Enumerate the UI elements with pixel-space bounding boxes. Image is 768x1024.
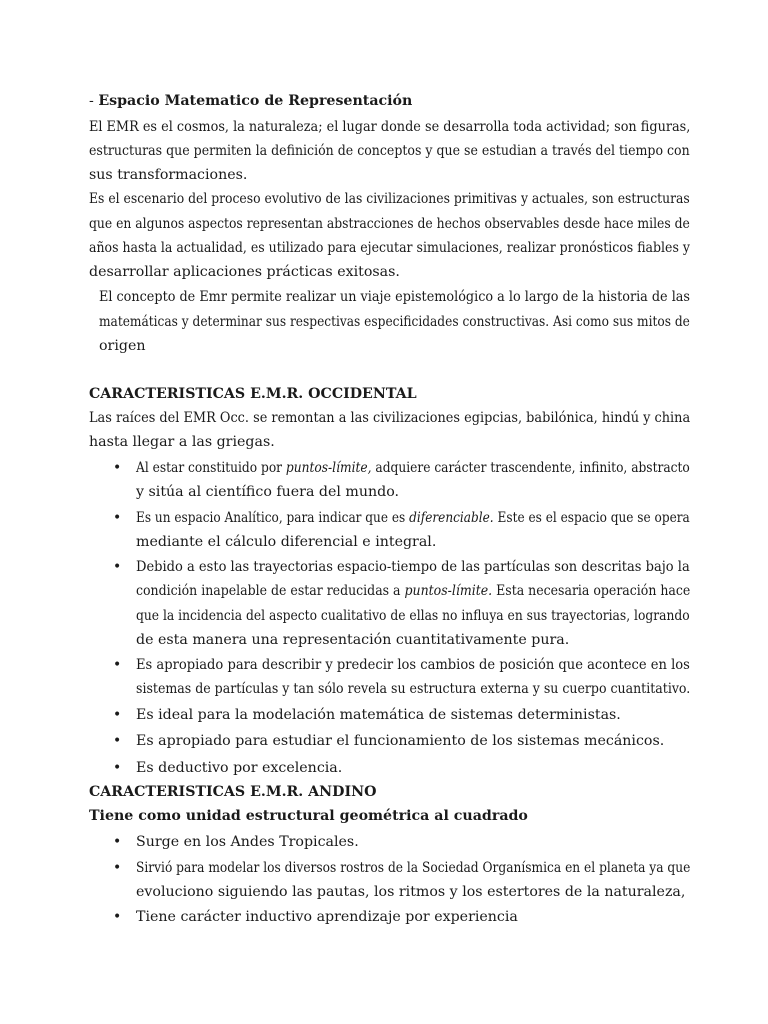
section-title-andino: CARACTERISTICAS E.M.R. ANDINO: [89, 784, 377, 800]
paragraph-line: El EMR es el cosmos, la naturaleza; el lugar donde se desarrolla toda actividad; son figuras,: [89, 119, 691, 135]
list-item-continuation: [136, 579, 690, 603]
list-item: Es ideal para la modelación matemática de sistemas deterministas.: [136, 707, 621, 723]
list-item: Es deductivo por excelencia.: [136, 760, 343, 776]
bullet-icon: •: [113, 760, 122, 776]
bullet-icon: •: [113, 834, 122, 850]
list-item: Debido a esto las trayectorias espacio-tiempo de las partículas son descritas bajo la: [136, 559, 690, 575]
list-item: Tiene carácter inductivo aprendizaje por experiencia: [136, 909, 518, 925]
bullet-icon: •: [113, 909, 122, 925]
section-subtitle-andino: Tiene como unidad estructural geométrica al cuadrado: [89, 808, 528, 824]
bullet-icon: •: [113, 860, 122, 876]
list-text: adquiere carácter trascendente, infinito, abstracto: [371, 460, 690, 476]
paragraph-line: hasta llegar a las griegas.: [89, 434, 275, 450]
list-text: Esta necesaria operación hace: [492, 583, 691, 599]
list-item: [136, 506, 690, 530]
paragraph-line: Las raíces del EMR Occ. se remontan a las civilizaciones egipcias, babilónica, hindú y china: [89, 410, 691, 426]
paragraph-line: origen: [99, 338, 146, 354]
list-emphasis: diferenciable.: [409, 510, 494, 526]
paragraph-line: años hasta la actualidad, es utilizado para ejecutar simulaciones, realizar pronósticos fiables y: [89, 240, 690, 256]
heading-prefix: -: [89, 93, 99, 109]
list-item-continuation: sistemas de partículas y tan sólo revela su estructura externa y su cuerpo cuantitativo.: [136, 681, 691, 697]
list-emphasis: puntos-límite.: [404, 583, 493, 599]
section-title-occidental: CARACTERISTICAS E.M.R. OCCIDENTAL: [89, 386, 417, 402]
list-text: condición inapelable de estar reducidas a: [136, 583, 405, 599]
list-item: Es apropiado para describir y predecir los cambios de posición que acontece en los: [136, 657, 690, 673]
paragraph-line: El concepto de Emr permite realizar un viaje epistemológico a lo largo de la historia de las: [99, 289, 691, 305]
list-item-continuation: evoluciono siguiendo las pautas, los ritmos y los estertores de la naturaleza,: [136, 884, 686, 900]
list-text: Es un espacio Analítico, para indicar que es: [136, 510, 410, 526]
bullet-icon: •: [113, 657, 122, 673]
list-text: Al estar constituido por: [136, 460, 286, 476]
bullet-icon: •: [113, 733, 122, 749]
list-item-continuation: de esta manera una representación cuantitativamente pura.: [136, 632, 570, 648]
list-item-continuation: y sitúa al científico fuera del mundo.: [136, 484, 400, 500]
paragraph-line: que en algunos aspectos representan abstracciones de hechos observables desde hace miles de: [89, 216, 690, 232]
list-item: Es apropiado para estudiar el funcionamiento de los sistemas mecánicos.: [136, 733, 665, 749]
section-heading: [89, 89, 412, 113]
bullet-icon: •: [113, 707, 122, 723]
list-item: [136, 456, 690, 480]
bullet-icon: •: [113, 510, 122, 526]
paragraph-line: desarrollar aplicaciones prácticas exitosas.: [89, 264, 400, 280]
bullet-icon: •: [113, 559, 122, 575]
paragraph-line: estructuras que permiten la definición de conceptos y que se estudian a través del tiempo con: [89, 143, 690, 159]
paragraph-line: Es el escenario del proceso evolutivo de las civilizaciones primitivas y actuales, son estructuras: [89, 191, 690, 207]
list-item-continuation: mediante el cálculo diferencial e integral.: [136, 534, 437, 550]
heading-title: Espacio Matematico de Representación: [98, 93, 413, 109]
list-item: Surge en los Andes Tropicales.: [136, 834, 359, 850]
list-text: Este es el espacio que se opera: [493, 510, 690, 526]
list-item: Sirvió para modelar los diversos rostros de la Sociedad Organísmica en el planeta ya que: [136, 860, 691, 876]
paragraph-line: sus transformaciones.: [89, 167, 248, 183]
list-emphasis: puntos-límite,: [285, 460, 372, 476]
list-item-continuation: que la incidencia del aspecto cualitativo de ellas no influya en sus trayectorias, logrando: [136, 608, 690, 624]
bullet-icon: •: [113, 460, 122, 476]
paragraph-line: matemáticas y determinar sus respectivas especificidades constructivas. Asi como sus mitos de: [99, 314, 690, 330]
